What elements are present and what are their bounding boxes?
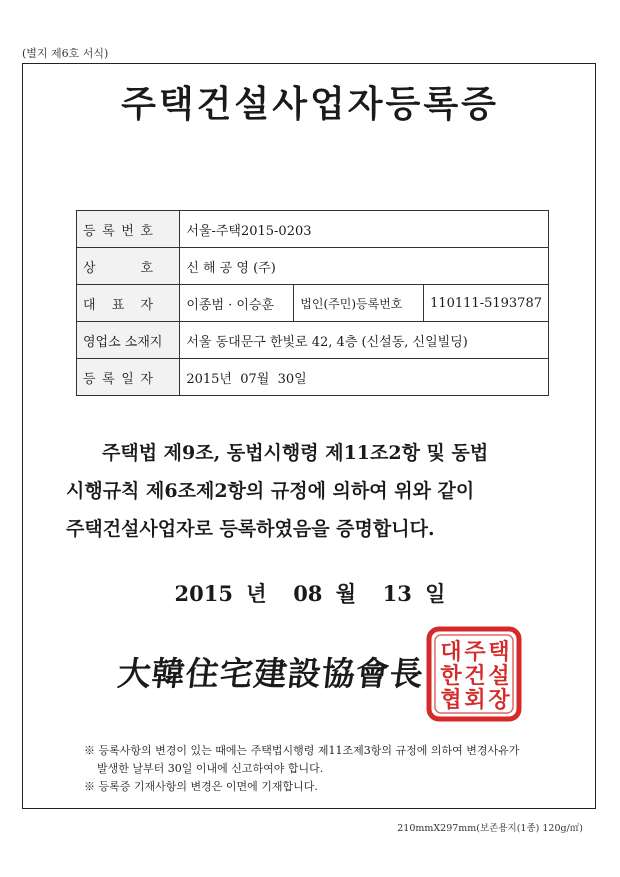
- certification-statement: [66, 434, 552, 548]
- notes-section: [84, 742, 564, 796]
- seal-char: 대: [440, 639, 462, 665]
- representative-label: 대 표 자: [77, 285, 180, 322]
- reg-date-label: 등 록 일 자: [77, 359, 180, 396]
- seal-char: 한: [440, 663, 462, 689]
- reg-no-value: 서울-주택2015-0203: [180, 211, 549, 248]
- table-row: [77, 211, 549, 248]
- seal-char: 회: [464, 687, 486, 713]
- table-row: [77, 248, 549, 285]
- official-seal-stamp: [425, 625, 523, 723]
- office-address-value: 서울 동대문구 한빛로 42, 4층 (신설동, 신일빌딩): [180, 322, 549, 359]
- statement-line: 주택법 제9조, 동법시행령 제11조2항 및 동법: [102, 442, 489, 464]
- issue-date: 2015 년 08 월 13 일: [174, 581, 446, 606]
- seal-char: 주: [464, 639, 486, 665]
- corp-no-value: 110111-5193787: [424, 285, 549, 322]
- seal-char: 택: [488, 639, 510, 665]
- seal-char: 장: [488, 687, 510, 713]
- note-line: ※ 등록사항의 변경이 있는 때에는 주택법시행령 제11조제3항의 규정에 의하여 변경사유가: [84, 744, 520, 757]
- seal-char: 건: [464, 663, 486, 689]
- statement-line: 주택건설사업자로 등록하였음을 증명합니다.: [66, 518, 435, 540]
- table-row: [77, 322, 549, 359]
- trade-name-label: 상 호: [77, 248, 180, 285]
- office-address-label: 영업소 소재지: [77, 322, 180, 359]
- paper-spec: 210mmX297mm(보존용지(1종) 120g/㎡): [397, 823, 583, 834]
- seal-char: 협: [440, 687, 462, 713]
- note-line: 발생한 날부터 30일 이내에 신고하여야 합니다.: [97, 762, 324, 775]
- form-code: (별지 제6호 서식): [22, 47, 109, 60]
- table-row: [77, 285, 549, 322]
- issuer-name: 大韓住宅建設協會長: [115, 654, 426, 693]
- corp-no-label: 법인(주민)등록번호: [294, 285, 424, 322]
- reg-no-label: 등 록 번 호: [77, 211, 180, 248]
- note-line: ※ 등록증 기재사항의 변경은 이면에 기재합니다.: [84, 780, 318, 793]
- registration-info-table: [76, 210, 549, 396]
- trade-name-value: 신 해 공 영 (주): [180, 248, 549, 285]
- seal-char: 설: [488, 663, 510, 689]
- reg-date-value: 2015년 07월 30일: [180, 359, 549, 396]
- statement-line: 시행규칙 제6조제2항의 규정에 의하여 위와 같이: [66, 480, 475, 502]
- certificate-title: 주택건설사업자등록증: [121, 83, 499, 125]
- table-row: [77, 359, 549, 396]
- representative-value: 이종범 · 이승훈: [180, 285, 294, 322]
